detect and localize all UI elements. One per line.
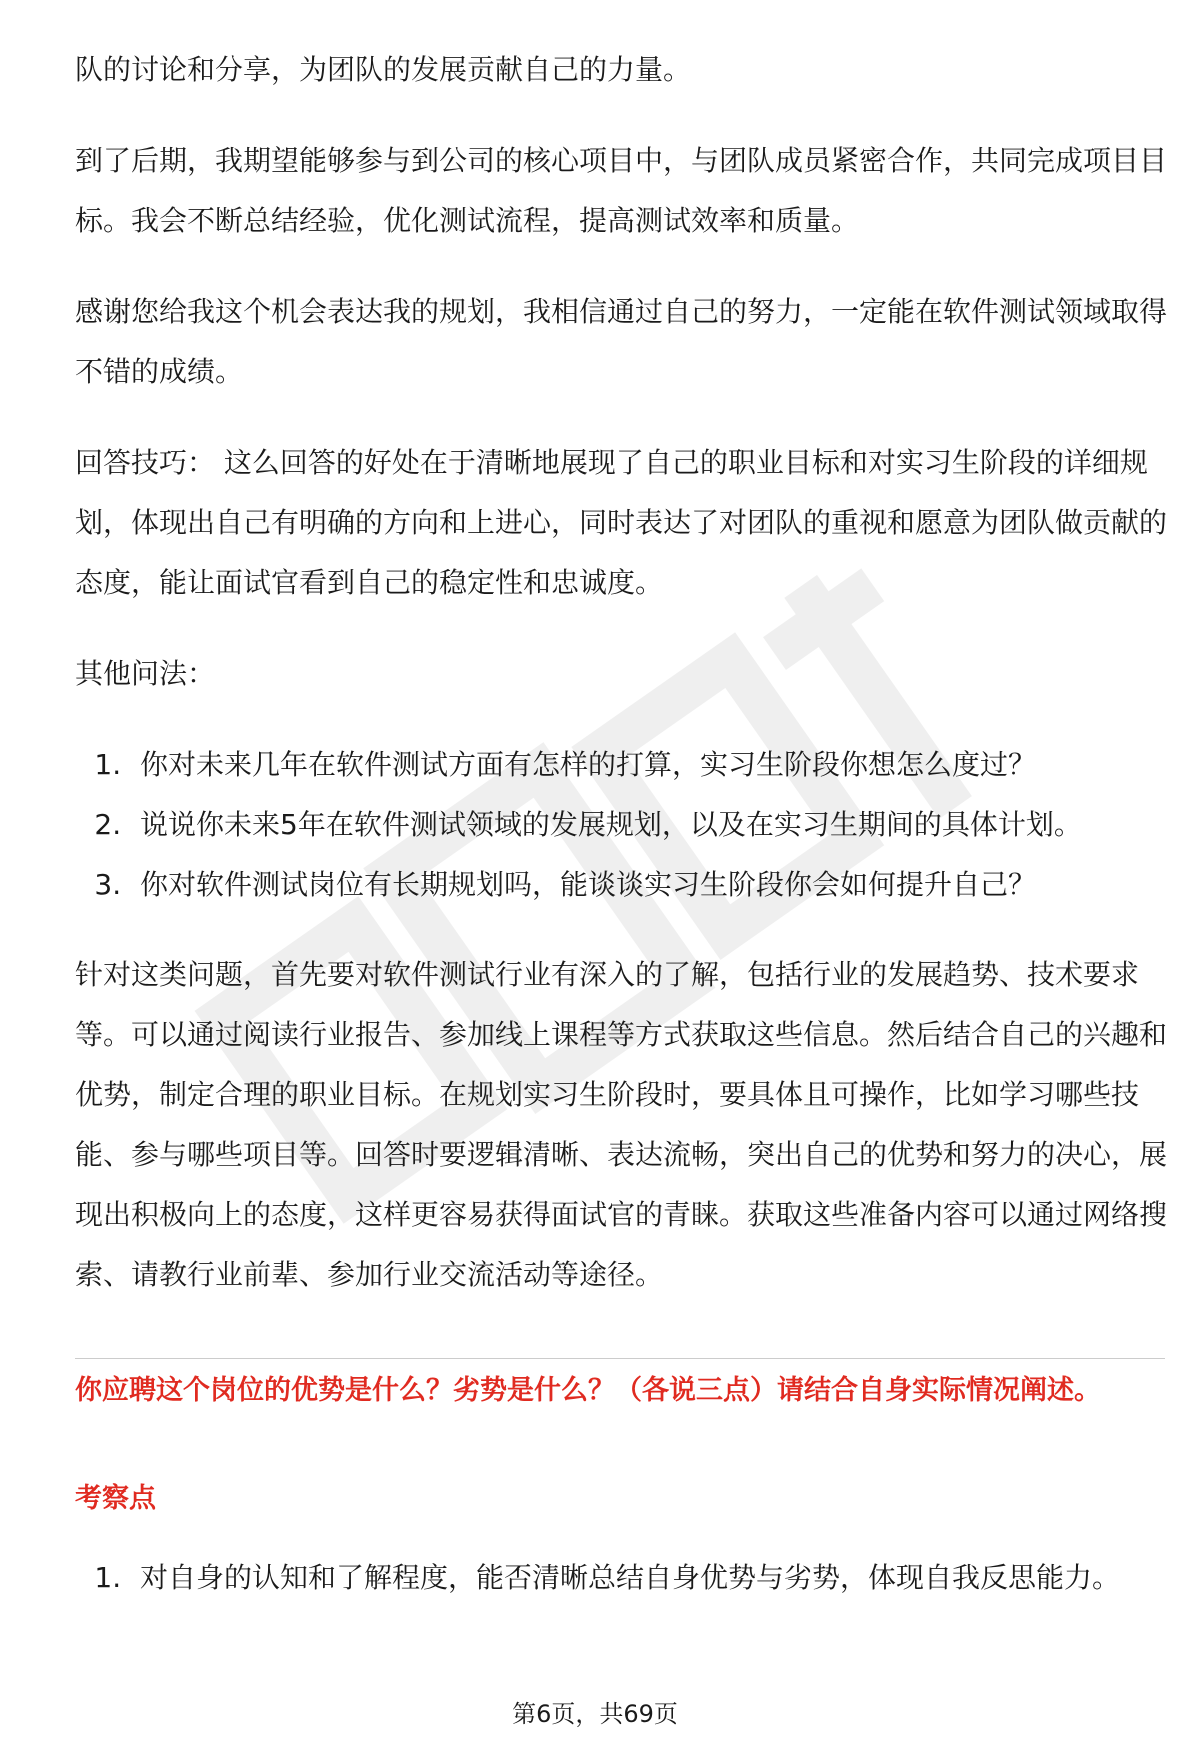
list-item: 1. 你对未来几年在软件测试方面有怎样的打算，实习生阶段你想怎么度过？ — [130, 735, 1175, 795]
assessment-points-list — [75, 1548, 1190, 1608]
page-number: 第6页，共69页 — [512, 1700, 678, 1728]
question-heading: 你应聘这个岗位的优势是什么？劣势是什么？（各说三点）请结合自身实际情况阐述。 — [75, 1375, 1101, 1406]
paragraph: 到了后期，我期望能够参与到公司的核心项目中，与团队成员紧密合作，共同完成项目目标。我会不断总结经验，优化测试流程，提高测试效率和质量。 — [75, 144, 1168, 237]
main-content — [75, 40, 1175, 1336]
list-item: 3. 你对软件测试岗位有长期规划吗，能谈谈实习生阶段你会如何提升自己？ — [130, 855, 1175, 915]
answer-tips-paragraph: 回答技巧： 这么回答的好处在于清晰地展现了自己的职业目标和对实习生阶段的详细规划，体现出自己有明确的方向和上进心，同时表达了对团队的重视和愿意为团队做贡献的态度，能让面试官看到自己的稳定性和忠诚度。 — [75, 446, 1168, 599]
assessment-points-heading: 考察点 — [75, 1483, 156, 1514]
advice-paragraph: 针对这类问题，首先要对软件测试行业有深入的了解，包括行业的发展趋势、技术要求等。可以通过阅读行业报告、参加线上课程等方式获取这些信息。然后结合自己的兴趣和优势，制定合理的职业目标。在规划实习生阶段时，要具体且可操作，比如学习哪些技能、参与哪些项目等。回答时要逻辑清晰、表达流畅，突出自己的优势和努力的决心，展现出积极向上的态度，这样更容易获得面试官的青睐。获取这些准备内容可以通过网络搜索、请教行业前辈、参加行业交流活动等途径。 — [75, 958, 1168, 1291]
list-item: 1. 对自身的认知和了解程度，能否清晰总结自身优势与劣势，体现自我反思能力。 — [130, 1548, 1190, 1608]
section-divider — [75, 1358, 1165, 1359]
other-questions-label: 其他问法： — [75, 657, 216, 690]
list-item: 2. 说说你未来5年在软件测试领域的发展规划，以及在实习生期间的具体计划。 — [130, 795, 1175, 855]
paragraph: 队的讨论和分享，为团队的发展贡献自己的力量。 — [75, 53, 692, 86]
paragraph: 感谢您给我这个机会表达我的规划，我相信通过自己的努力，一定能在软件测试领域取得不错的成绩。 — [75, 295, 1168, 388]
other-questions-list — [75, 735, 1175, 915]
